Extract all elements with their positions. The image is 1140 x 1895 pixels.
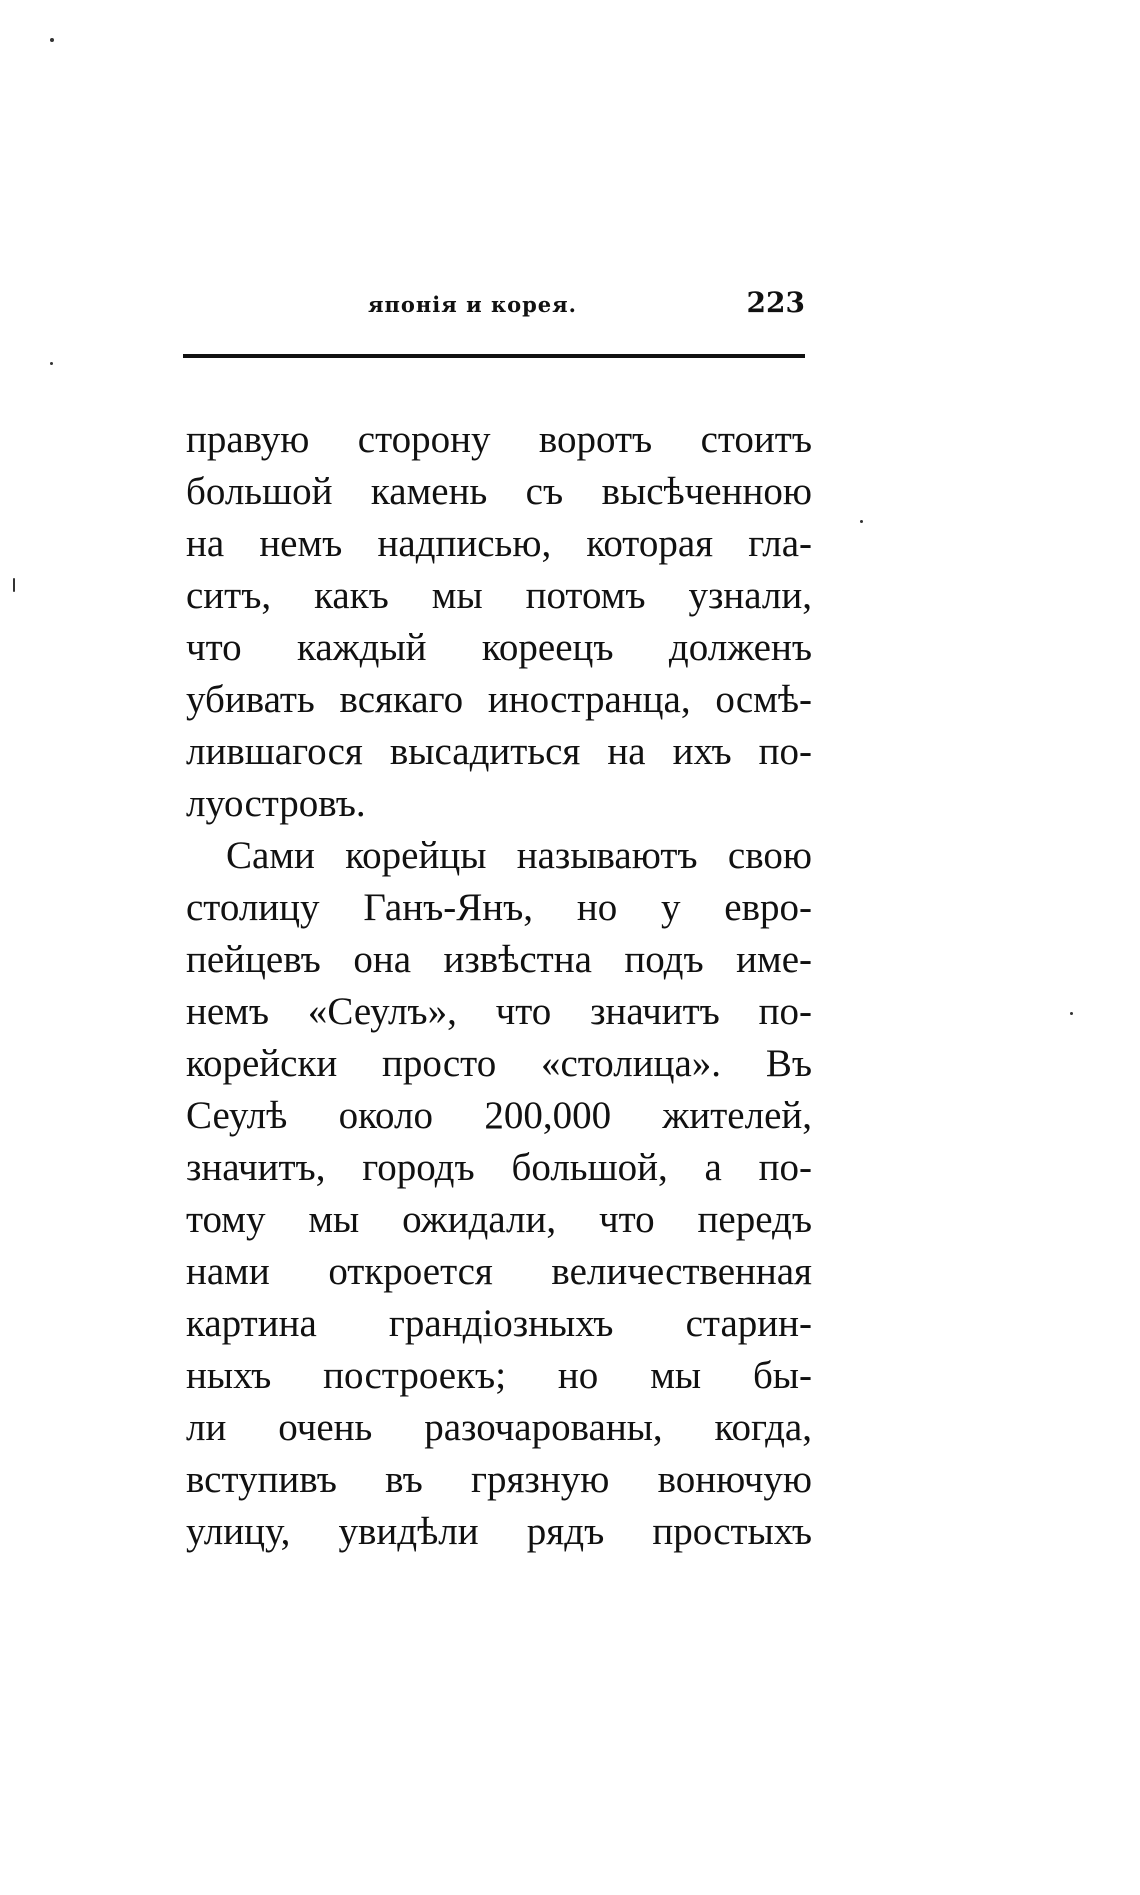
scan-speck	[860, 520, 863, 523]
scan-speck	[50, 38, 54, 42]
running-title: японія и корея.	[368, 292, 577, 317]
header-rule	[183, 354, 805, 358]
text-line: улицу, увидѣли рядъ простыхъ	[186, 1510, 812, 1553]
scan-speck	[50, 362, 53, 365]
text-line: немъ «Сеулъ», что значитъ по-	[186, 990, 812, 1033]
text-line: ныхъ построекъ; но мы бы-	[186, 1354, 812, 1397]
text-line: значитъ, городъ большой, а по-	[186, 1146, 812, 1189]
page-number: 223	[746, 286, 805, 319]
text-line: корейски просто «столица». Въ	[186, 1042, 812, 1085]
text-line: тому мы ожидали, что передъ	[186, 1198, 812, 1241]
text-line: ситъ, какъ мы потомъ узнали,	[186, 574, 812, 617]
text-line: Сами корейцы называютъ свою	[226, 834, 812, 877]
paragraph-1	[186, 414, 812, 830]
text-line: картина грандіозныхъ старин-	[186, 1302, 812, 1345]
body-text	[186, 414, 812, 1558]
text-line: на немъ надписью, которая гла-	[186, 522, 812, 565]
text-line: что каждый кореецъ долженъ	[186, 626, 812, 669]
text-line: столицу Ганъ-Янъ, но у евро-	[186, 886, 812, 929]
scan-speck	[13, 578, 15, 592]
scan-speck	[1070, 1012, 1073, 1015]
running-head	[183, 286, 805, 332]
text-line: большой камень съ высѣченною	[186, 470, 812, 513]
paragraph-2	[186, 830, 812, 1558]
text-line: правую сторону воротъ стоитъ	[186, 418, 812, 461]
text-line: убивать всякаго иностранца, осмѣ-	[186, 678, 812, 721]
text-line: ли очень разочарованы, когда,	[186, 1406, 812, 1449]
text-line: луостровъ.	[186, 782, 366, 825]
text-line: Сеулѣ около 200,000 жителей,	[186, 1094, 812, 1137]
text-line: лившагося высадиться на ихъ по-	[186, 730, 812, 773]
text-line: пейцевъ она извѣстна подъ име-	[186, 938, 812, 981]
text-line: вступивъ въ грязную вонючую	[186, 1458, 812, 1501]
text-line: нами откроется величественная	[186, 1250, 812, 1293]
